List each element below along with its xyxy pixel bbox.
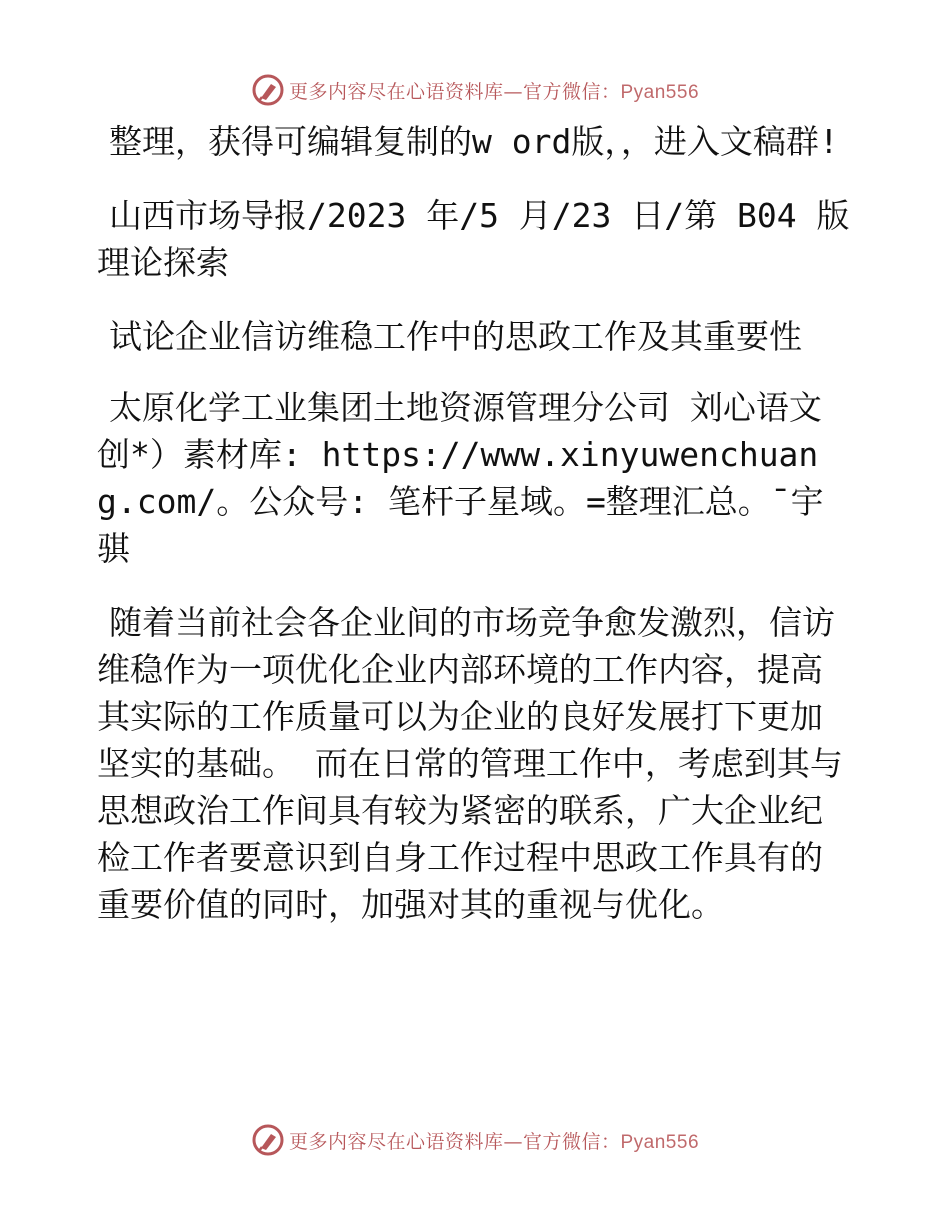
banner-text	[289, 77, 699, 104]
article-title: 试论企业信访维稳工作中的思政工作及其重要性	[109, 317, 802, 356]
paragraph-source: 山西市场导报/2023 年/5 月/23 日/第 B04 版理论探索	[97, 196, 850, 282]
banner-text-cn: 更多内容尽在心语资料库—官方微信：	[288, 1130, 621, 1153]
document-body	[97, 118, 853, 955]
banner-text-en: Pyan556	[620, 1131, 700, 1153]
pen-nib-circle-icon	[251, 73, 285, 107]
paragraph-body: 随着当前社会各企业间的市场竞争愈发激烈，信访维稳作为一项优化企业内部环境的工作内容，提高其实际的工作质量可以为企业的良好发展打下更加坚实的基础。 而在日常的管理工作中，考虑到其与思想政治工作间具有较为紧密的联系，广大企业纪检工作者要意识到自身工作过程中思政工作具有的重要价值的同时，加强对其的重视与优化。	[97, 603, 843, 924]
paragraph-author: 太原化学工业集团土地资源管理分公司 刘心语文创*）素材库: https://www.xinyuwenchuang.com/。公众号: 笔杆子星域。=整理汇总。¯宇骐	[97, 388, 824, 568]
banner-text-cn: 更多内容尽在心语资料库—官方微信：	[288, 80, 621, 103]
banner-text-en: Pyan556	[620, 81, 700, 103]
paragraph-intro: 整理，获得可编辑复制的w ord版，，进入文稿群!	[109, 122, 839, 161]
pen-nib-circle-icon	[251, 1123, 285, 1157]
footer-banner	[0, 1120, 950, 1160]
banner-text	[289, 1127, 699, 1154]
header-banner	[0, 70, 950, 110]
